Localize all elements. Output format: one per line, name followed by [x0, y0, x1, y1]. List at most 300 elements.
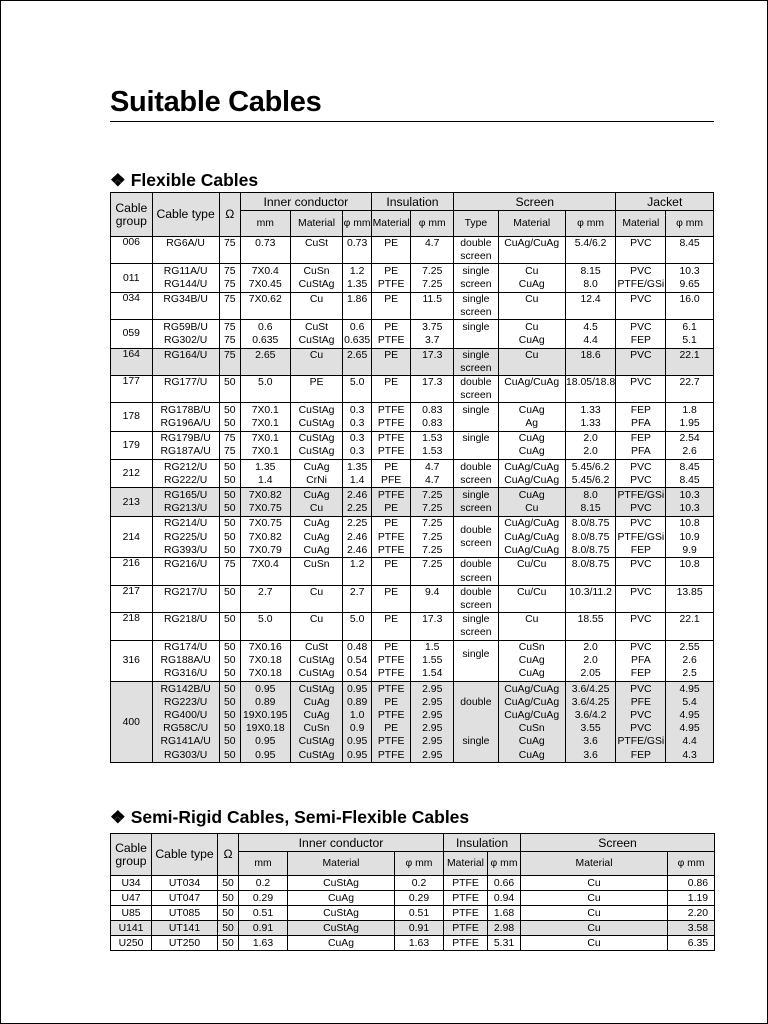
- jacket-phi: 5.4: [682, 696, 697, 708]
- conductor-phi-cell: 0.91: [395, 921, 444, 936]
- jacket-material: PVC: [630, 376, 652, 388]
- conductor-mm-cell: 0.29: [239, 891, 288, 906]
- screen-phi: 8.0: [583, 489, 598, 501]
- cable-type-cell: UT250: [152, 936, 218, 951]
- conductor-mm-cell: [240, 558, 290, 585]
- conductor-phi: 0.3: [349, 433, 365, 445]
- jacket-material: PVC: [630, 559, 652, 571]
- insulation-material: PTFE: [377, 710, 405, 722]
- cable-type-cell: [152, 640, 219, 682]
- conductor-mm: 7X0.1: [251, 446, 279, 458]
- insulation-phi: 1.53: [422, 433, 443, 445]
- jacket-phi: 4.95: [679, 710, 700, 722]
- screen-phi: 1.33: [580, 404, 601, 416]
- screen-material: CuAg: [518, 736, 545, 748]
- screen-phi: 5.45/6.2: [571, 474, 610, 486]
- screen-material-cell: [498, 237, 565, 264]
- jacket-phi: 6.1: [682, 321, 697, 333]
- screen-material-cell: Cu: [521, 891, 668, 906]
- cable-type-cell: [152, 516, 219, 558]
- conductor-mm: 0.95: [255, 683, 276, 695]
- cable-type: RG165/U: [163, 489, 208, 501]
- jacket-phi-cell: [666, 348, 714, 375]
- screen-material: CuAg: [518, 279, 545, 291]
- jacket-phi: 10.3: [679, 489, 700, 501]
- insulation-material: PE: [384, 321, 399, 333]
- jacket-material-cell: [616, 558, 666, 585]
- jacket-phi-cell: [666, 516, 714, 558]
- insulation-phi: 1.54: [422, 668, 443, 680]
- insulation-phi-cell: [411, 375, 454, 402]
- jacket-phi-cell: [666, 375, 714, 402]
- jacket-phi: 4.3: [682, 749, 697, 761]
- insulation-phi: 2.95: [422, 710, 443, 722]
- conductor-phi-cell: [343, 682, 371, 763]
- insulation-material: PE: [384, 518, 399, 530]
- conductor-mm: 7X0.79: [248, 544, 282, 556]
- jacket-material: PTFE/GSi: [617, 489, 665, 501]
- conductor-mm: 7X0.1: [251, 417, 279, 429]
- conductor-material-cell: CuStAg: [288, 876, 395, 891]
- impedance-cell: [219, 613, 240, 640]
- table-row: [111, 936, 715, 951]
- screen-phi: 8.0/8.75: [571, 518, 610, 530]
- cable-group-cell: 177: [111, 375, 153, 402]
- conductor-mm-cell: 0.2: [239, 876, 288, 891]
- impedance: 50: [223, 544, 236, 556]
- insulation-material: PFE: [381, 474, 402, 486]
- conductor-mm-cell: [240, 613, 290, 640]
- cable-type-cell: [152, 237, 219, 264]
- insulation-material: PE: [384, 559, 399, 571]
- conductor-mm: 7X0.45: [248, 279, 282, 291]
- conductor-phi: 0.95: [347, 736, 368, 748]
- jacket-material: PVC: [630, 642, 652, 654]
- jacket-phi-cell: [666, 431, 714, 459]
- screen-phi: 3.6/4.25: [571, 696, 610, 708]
- jacket-phi: 4.4: [682, 736, 697, 748]
- cable-type: RG303/U: [163, 749, 208, 761]
- jacket-phi-cell: [666, 403, 714, 431]
- conductor-mm: 7X0.4: [251, 559, 279, 571]
- conductor-phi-cell: [343, 558, 371, 585]
- impedance-cell: 50: [218, 891, 239, 906]
- cable-group-cell: 034: [111, 292, 153, 319]
- conductor-phi: 5.0: [349, 376, 365, 388]
- jacket-material: FEP: [630, 404, 651, 416]
- impedance-cell: [219, 640, 240, 682]
- screen-type-cell: [454, 320, 499, 348]
- cable-type-cell: [152, 460, 219, 488]
- cable-group-cell: U85: [111, 906, 152, 921]
- cable-type-cell: [152, 613, 219, 640]
- insulation-phi-cell: 5.31: [488, 936, 521, 951]
- table-row: [111, 431, 714, 459]
- jacket-material-cell: [616, 613, 666, 640]
- insulation-material: PTFE: [377, 683, 405, 695]
- cable-type: RG223/U: [163, 696, 208, 708]
- screen-type-cell: [454, 613, 499, 640]
- screen-phi-cell: [565, 320, 616, 348]
- screen-phi: 5.4/6.2: [574, 238, 607, 249]
- jacket-material: PTFE/GSi: [617, 736, 665, 748]
- jacket-material: PVC: [630, 293, 652, 305]
- screen-type-cell: [454, 237, 499, 264]
- table-row: [111, 292, 714, 319]
- insulation-material: PTFE: [377, 489, 405, 501]
- impedance: 50: [223, 518, 236, 530]
- conductor-mm: 2.65: [255, 349, 276, 361]
- screen-type-line: double: [460, 559, 492, 571]
- screen-type-cell: [454, 558, 499, 585]
- impedance-cell: [219, 348, 240, 375]
- cable-group-cell: 164: [111, 348, 153, 375]
- screen-material: CuAg: [518, 404, 545, 416]
- cable-type-cell: [152, 264, 219, 292]
- cable-type: RG34B/U: [163, 293, 208, 305]
- conductor-mm: 2.7: [258, 586, 273, 598]
- impedance: 75: [223, 559, 236, 571]
- impedance: 50: [223, 376, 236, 388]
- jacket-phi: 10.3: [679, 265, 700, 277]
- screen-type-line: double: [460, 586, 492, 598]
- impedance: 75: [223, 433, 236, 445]
- conductor-phi-cell: 0.2: [395, 876, 444, 891]
- conductor-mm-cell: [240, 640, 290, 682]
- cable-type-cell: [152, 585, 219, 612]
- screen-type-line: single: [462, 265, 490, 277]
- screen-type-line: single: [462, 648, 490, 660]
- cable-group-cell: 011: [111, 264, 153, 292]
- jacket-phi-cell: [666, 585, 714, 612]
- conductor-material: CuSt: [304, 321, 329, 333]
- screen-phi: 4.4: [583, 334, 598, 346]
- conductor-material-cell: [290, 264, 343, 292]
- jacket-material: PTFE/GSi: [617, 279, 665, 291]
- screen-type-line: [454, 661, 498, 674]
- conductor-phi: 1.35: [347, 279, 368, 291]
- insulation-phi: 0.83: [422, 417, 443, 429]
- conductor-mm: 7X0.75: [248, 503, 282, 515]
- jacket-phi: 10.9: [679, 531, 700, 543]
- screen-phi: 3.6/4.2: [574, 710, 607, 722]
- cable-group-cell: 217: [111, 585, 153, 612]
- conductor-material: CuSn: [303, 265, 330, 277]
- insulation-material: PTFE: [377, 404, 405, 416]
- screen-type-line: double: [460, 376, 492, 388]
- screen-material: CuAg/CuAg: [504, 461, 560, 473]
- conductor-mm: 7X0.62: [248, 293, 282, 305]
- conductor-material-cell: [290, 237, 343, 264]
- insulation-material-cell: [371, 292, 411, 319]
- conductor-material: PE: [309, 376, 324, 388]
- impedance-cell: [219, 558, 240, 585]
- screen-material-cell: [498, 292, 565, 319]
- semirigid-cables-table: [110, 833, 715, 951]
- insulation-phi: 7.25: [422, 265, 443, 277]
- screen-phi-cell: [565, 585, 616, 612]
- table-row: [111, 516, 714, 558]
- impedance-cell: [219, 292, 240, 319]
- cable-type: RG214/U: [163, 518, 208, 530]
- impedance-cell: [219, 403, 240, 431]
- screen-type-cell: [454, 585, 499, 612]
- insulation-phi: 4.7: [425, 474, 440, 486]
- conductor-material-cell: [290, 488, 343, 516]
- insulation-phi-cell: [411, 431, 454, 459]
- jacket-material: PFE: [630, 696, 651, 708]
- cable-type: RG316/U: [163, 668, 208, 680]
- conductor-material-cell: [290, 292, 343, 319]
- cable-type: RG218/U: [163, 614, 208, 626]
- conductor-material: Cu: [309, 293, 324, 305]
- screen-type-line: screen: [460, 390, 492, 402]
- screen-material: Cu: [525, 321, 539, 333]
- conductor-mm-cell: [240, 348, 290, 375]
- header-impedance: Ω: [218, 834, 239, 876]
- jacket-phi-cell: [666, 292, 714, 319]
- insulation-phi: 7.25: [422, 489, 443, 501]
- screen-material: Ag: [525, 417, 539, 429]
- subheader-material: Material: [371, 211, 411, 237]
- insulation-phi-cell: [411, 516, 454, 558]
- screen-phi: 8.0/8.75: [571, 544, 610, 556]
- insulation-material: PTFE: [377, 749, 405, 761]
- conductor-phi: 1.35: [347, 461, 368, 473]
- cable-group-cell: 216: [111, 558, 153, 585]
- subheader-phi-mm: φ mm: [343, 211, 371, 237]
- insulation-material-cell: [371, 682, 411, 763]
- header-jacket: Jacket: [616, 193, 714, 211]
- jacket-phi: 10.8: [679, 559, 700, 571]
- conductor-phi: 2.65: [347, 349, 368, 361]
- conductor-mm: 0.95: [255, 736, 276, 748]
- cable-type: RG225/U: [163, 531, 208, 543]
- screen-material: CuAg/CuAg: [504, 474, 560, 486]
- conductor-mm: 7X0.16: [248, 642, 282, 654]
- jacket-phi: 2.5: [682, 668, 697, 680]
- conductor-phi: 0.48: [347, 642, 368, 654]
- cable-type: RG144/U: [163, 279, 208, 291]
- screen-phi-cell: 0.86: [668, 876, 715, 891]
- screen-material-cell: [498, 585, 565, 612]
- conductor-material-cell: [290, 516, 343, 558]
- conductor-mm-cell: 0.91: [239, 921, 288, 936]
- cable-group-cell: 179: [111, 431, 153, 459]
- conductor-material-cell: [290, 558, 343, 585]
- conductor-phi: 2.46: [347, 489, 368, 501]
- impedance-cell: 50: [218, 906, 239, 921]
- page-title: Suitable Cables: [110, 86, 322, 118]
- conductor-phi-cell: [343, 516, 371, 558]
- table-row: [111, 488, 714, 516]
- conductor-phi: 1.2: [349, 559, 365, 571]
- jacket-phi: 4.95: [679, 723, 700, 735]
- insulation-material-cell: [371, 348, 411, 375]
- conductor-material-cell: [290, 585, 343, 612]
- conductor-mm: 7X0.82: [248, 489, 282, 501]
- jacket-material: FEP: [630, 544, 651, 556]
- impedance: 50: [223, 489, 236, 501]
- cable-type: RG59B/U: [163, 321, 208, 333]
- jacket-material: PVC: [630, 586, 652, 598]
- impedance: 75: [223, 349, 236, 361]
- screen-phi: 18.55: [577, 614, 604, 626]
- conductor-material: CrNi: [306, 474, 327, 486]
- insulation-phi: 17.3: [422, 376, 443, 388]
- insulation-material-cell: [371, 585, 411, 612]
- conductor-material: CuStAg: [298, 683, 335, 695]
- screen-phi-cell: [565, 682, 616, 763]
- screen-phi: 1.33: [580, 417, 601, 429]
- subheader-phi-mm: φ mm: [668, 852, 715, 876]
- table-row: [111, 585, 714, 612]
- insulation-phi-cell: [411, 348, 454, 375]
- insulation-material: PTFE: [377, 433, 405, 445]
- screen-type-cell: [454, 431, 499, 459]
- conductor-phi: 5.0: [349, 614, 365, 626]
- jacket-material: FEP: [630, 433, 651, 445]
- jacket-material-cell: [616, 585, 666, 612]
- conductor-phi-cell: [343, 403, 371, 431]
- conductor-mm-cell: [240, 320, 290, 348]
- insulation-phi-cell: [411, 558, 454, 585]
- jacket-phi-cell: [666, 488, 714, 516]
- jacket-material: PVC: [630, 349, 652, 361]
- screen-phi-cell: 6.35: [668, 936, 715, 951]
- insulation-phi: 3.7: [425, 334, 440, 346]
- impedance: 50: [223, 710, 236, 722]
- screen-type-cell: [454, 682, 499, 763]
- insulation-phi-cell: [411, 320, 454, 348]
- conductor-mm: 7X0.75: [248, 518, 282, 530]
- conductor-phi-cell: [343, 264, 371, 292]
- screen-type: double: [460, 696, 492, 708]
- jacket-phi: 8.45: [679, 474, 700, 486]
- cable-type: RG213/U: [163, 503, 208, 515]
- conductor-phi: 0.3: [349, 446, 365, 458]
- screen-type-cell: [454, 488, 499, 516]
- conductor-phi-cell: 1.63: [395, 936, 444, 951]
- screen-type-line: single: [462, 321, 490, 333]
- cable-type-cell: [152, 682, 219, 763]
- screen-type-line: screen: [460, 600, 492, 611]
- cable-type: RG177/U: [163, 376, 208, 388]
- screen-phi: 4.5: [583, 321, 598, 333]
- insulation-material-cell: [371, 320, 411, 348]
- impedance-cell: [219, 431, 240, 459]
- screen-material-cell: [498, 320, 565, 348]
- impedance-cell: [219, 237, 240, 264]
- conductor-phi: 0.635: [344, 334, 371, 346]
- header-insulation: Insulation: [371, 193, 453, 211]
- insulation-phi: 4.7: [425, 238, 440, 249]
- header-impedance: Ω: [219, 193, 240, 237]
- cable-type-cell: UT047: [152, 891, 218, 906]
- conductor-mm-cell: [240, 460, 290, 488]
- insulation-material-cell: PTFE: [444, 921, 488, 936]
- jacket-material: PVC: [630, 321, 652, 333]
- screen-phi-cell: [565, 516, 616, 558]
- impedance-cell: [219, 488, 240, 516]
- conductor-phi-cell: [343, 640, 371, 682]
- subheader-type: Type: [454, 211, 499, 237]
- cable-type-cell: UT034: [152, 876, 218, 891]
- cable-type-cell: [152, 488, 219, 516]
- impedance-cell: [219, 375, 240, 402]
- jacket-phi: 10.3: [679, 503, 700, 515]
- conductor-material-cell: CuStAg: [288, 906, 395, 921]
- subheader-mm: mm: [239, 852, 288, 876]
- jacket-material-cell: [616, 516, 666, 558]
- screen-phi-cell: [565, 403, 616, 431]
- semirigid-section-title: Semi-Rigid Cables, Semi-Flexible Cables: [130, 807, 470, 827]
- screen-material: Cu: [525, 614, 539, 626]
- conductor-phi: 0.54: [347, 655, 368, 667]
- cable-type: RG58C/U: [163, 723, 209, 735]
- insulation-material-cell: [371, 613, 411, 640]
- insulation-material: PE: [384, 349, 399, 361]
- insulation-phi-cell: [411, 237, 454, 264]
- screen-type-line: screen: [460, 572, 492, 584]
- flexible-section-title: Flexible Cables: [130, 170, 259, 190]
- conductor-material-cell: [290, 375, 343, 402]
- subheader-material: Material: [498, 211, 565, 237]
- insulation-phi: 7.25: [422, 518, 443, 530]
- table-row: [111, 891, 715, 906]
- header-screen: Screen: [454, 193, 616, 211]
- screen-material: Cu: [525, 293, 539, 305]
- jacket-material-cell: [616, 640, 666, 682]
- conductor-phi-cell: 0.29: [395, 891, 444, 906]
- conductor-mm: 1.35: [255, 461, 276, 473]
- subheader-phi-mm: φ mm: [488, 852, 521, 876]
- insulation-phi: 2.95: [422, 723, 443, 735]
- table-row: [111, 460, 714, 488]
- screen-type-line: [454, 445, 498, 458]
- screen-type-line: screen: [460, 474, 492, 486]
- screen-material-cell: [498, 640, 565, 682]
- screen-type-cell: [454, 348, 499, 375]
- table-row: [111, 906, 715, 921]
- screen-phi: 18.6: [580, 349, 601, 361]
- conductor-phi: 1.2: [349, 265, 365, 277]
- insulation-phi: 3.75: [422, 321, 443, 333]
- header-cable-type: Cable type: [152, 193, 219, 237]
- screen-material: CuAg/CuAg: [504, 531, 560, 543]
- screen-phi: 2.0: [583, 433, 598, 445]
- insulation-phi: 9.4: [425, 586, 440, 598]
- jacket-phi-cell: [666, 460, 714, 488]
- conductor-material: CuAg: [303, 489, 330, 501]
- jacket-phi: 16.0: [679, 293, 700, 305]
- screen-material: CuAg/CuAg: [504, 696, 560, 708]
- cable-group-cell: 006: [111, 237, 153, 264]
- insulation-material: PE: [384, 461, 399, 473]
- screen-phi: 2.0: [583, 655, 598, 667]
- cable-type: RG179B/U: [160, 433, 211, 445]
- jacket-material: PVC: [630, 503, 652, 515]
- conductor-mm-cell: 0.51: [239, 906, 288, 921]
- screen-type: single: [462, 736, 490, 748]
- screen-phi-cell: [565, 264, 616, 292]
- table-row: [111, 264, 714, 292]
- screen-type-cell: [454, 640, 499, 682]
- conductor-material: Cu: [309, 586, 324, 598]
- table-row: [111, 682, 714, 763]
- jacket-material: PVC: [630, 723, 652, 735]
- screen-type-line: [454, 334, 498, 347]
